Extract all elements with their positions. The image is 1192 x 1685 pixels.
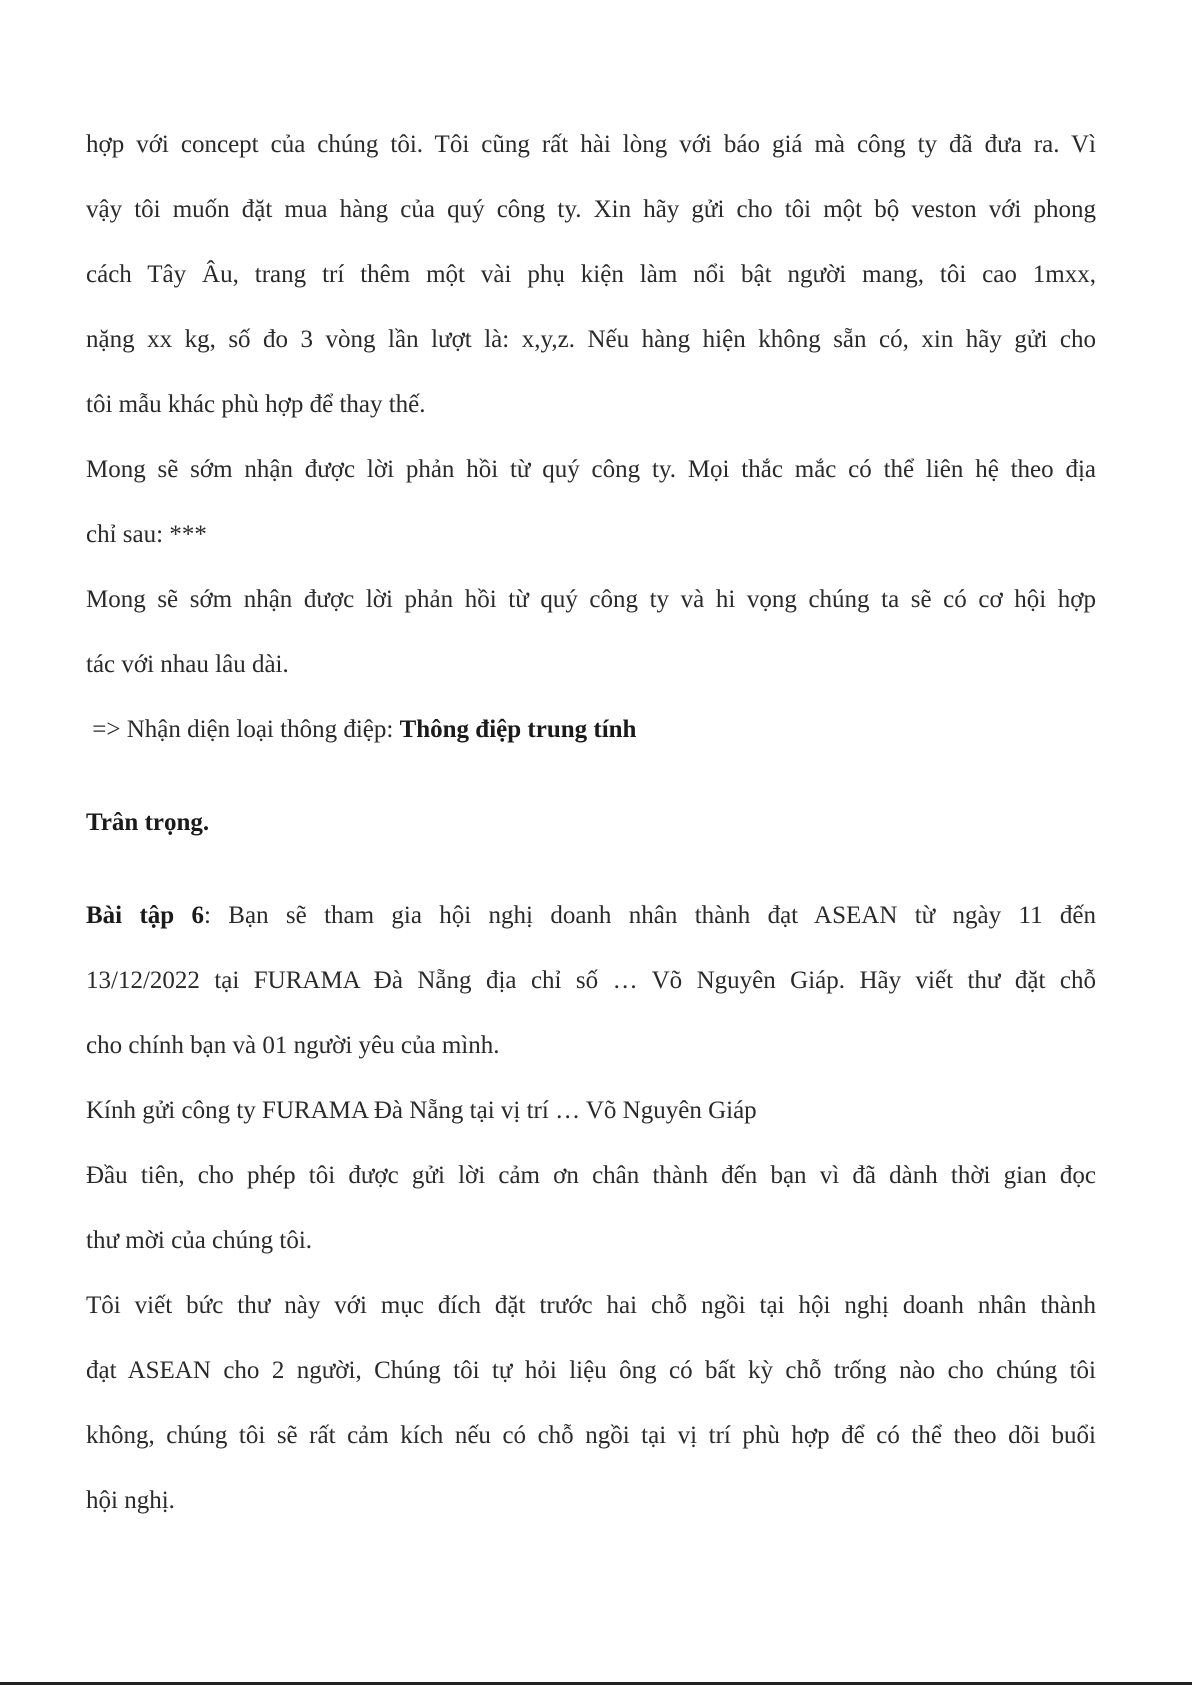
text-line: không, chúng tôi sẽ rất cảm kích nếu có chỗ ngồi tại vị trí phù hợp để có thể theo dõi buổi — [86, 1422, 1096, 1449]
text-line: cho chính bạn và 01 người yêu của mình. — [86, 1032, 500, 1059]
conclusion-value: Thông điệp trung tính — [399, 716, 637, 743]
text-line: Mong sẽ sớm nhận được lời phản hồi từ quý công ty và hi vọng chúng ta sẽ có cơ hội hợp — [86, 586, 1096, 613]
text-line: 13/12/2022 tại FURAMA Đà Nẵng địa chỉ số … Võ Nguyên Giáp. Hãy viết thư đặt chỗ — [86, 967, 1096, 994]
text-line: hội nghị. — [86, 1487, 175, 1514]
text-line: vậy tôi muốn đặt mua hàng của quý công ty. Xin hãy gửi cho tôi một bộ veston với phong — [86, 196, 1096, 223]
text-line: hợp với concept của chúng tôi. Tôi cũng rất hài lòng với báo giá mà công ty đã đưa ra. Vì — [86, 131, 1096, 158]
closing-text: Trân trọng. — [86, 809, 210, 836]
text-line: Đầu tiên, cho phép tôi được gửi lời cảm ơn chân thành đến bạn vì đã dành thời gian đọc — [86, 1162, 1096, 1189]
text-line: cách Tây Âu, trang trí thêm một vài phụ kiện làm nổi bật người mang, tôi cao 1mxx, — [86, 261, 1096, 288]
document-page — [86, 112, 1096, 1533]
exercise-heading — [86, 883, 1096, 948]
text-line: tôi mẫu khác phù hợp để thay thế. — [86, 391, 426, 418]
text-line: Tôi viết bức thư này với mục đích đặt trước hai chỗ ngồi tại hội nghị doanh nhân thành — [86, 1292, 1096, 1319]
text-line: Mong sẽ sớm nhận được lời phản hồi từ quý công ty. Mọi thắc mắc có thể liên hệ theo địa — [86, 456, 1096, 483]
text-line: tác với nhau lâu dài. — [86, 651, 289, 678]
closing — [86, 790, 1096, 855]
text-line: đạt ASEAN cho 2 người, Chúng tôi tự hỏi liệu ông có bất kỳ chỗ trống nào cho chúng tôi — [86, 1357, 1096, 1384]
text-line: thư mời của chúng tôi. — [86, 1227, 313, 1254]
text-line: chỉ sau: *** — [86, 521, 207, 548]
greeting: Kính gửi công ty FURAMA Đà Nẵng tại vị trí … Võ Nguyên Giáp — [86, 1097, 757, 1124]
message-type-conclusion — [86, 697, 1096, 762]
exercise-text: : Bạn sẽ tham gia hội nghị doanh nhân thành đạt ASEAN từ ngày 11 đến — [204, 902, 1096, 929]
exercise-label: Bài tập 6 — [86, 902, 205, 929]
conclusion-prefix: => Nhận diện loại thông điệp: — [92, 716, 400, 743]
text-line: nặng xx kg, số đo 3 vòng lần lượt là: x,y,z. Nếu hàng hiện không sẵn có, xin hãy gửi cho — [86, 326, 1096, 353]
